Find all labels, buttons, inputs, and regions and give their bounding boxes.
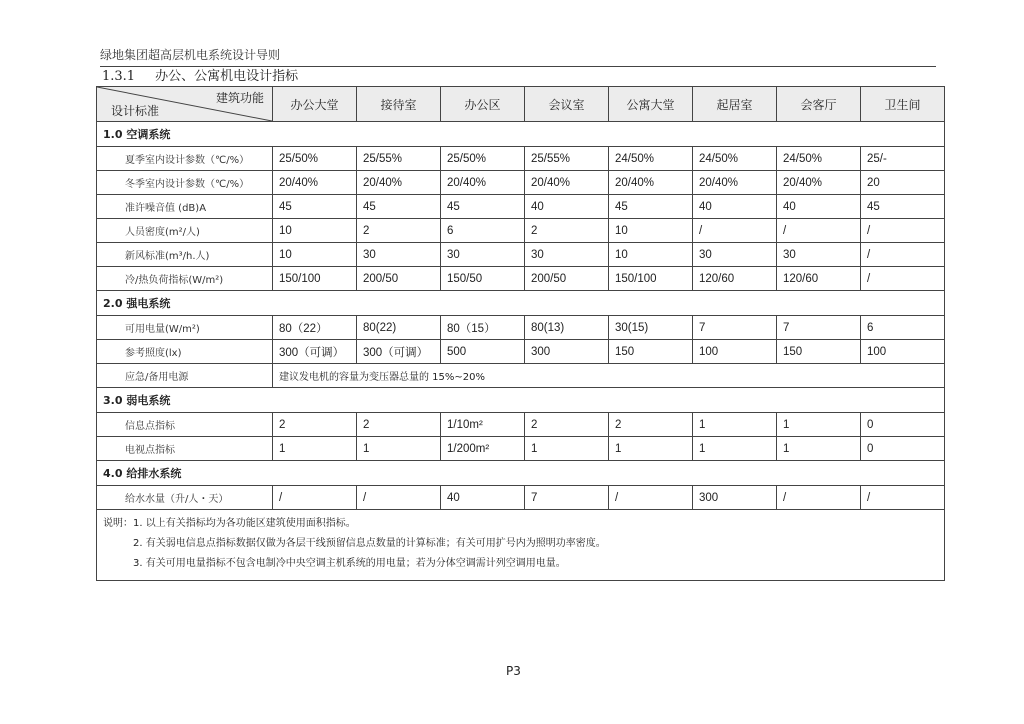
table-cell: 100 — [861, 340, 945, 364]
section-title-text: 办公、公寓机电设计指标 — [155, 69, 299, 84]
table-header-row — [97, 87, 945, 122]
table-cell: / — [777, 486, 861, 510]
table-cell: 25/55% — [525, 147, 609, 171]
table-cell: 20/40% — [609, 171, 693, 195]
section-heading: 3.0 弱电系统 — [97, 388, 945, 413]
table-cell: / — [609, 486, 693, 510]
parameter-label: 参考照度(lx) — [97, 340, 273, 364]
table-cell: 1 — [609, 437, 693, 461]
parameter-label: 夏季室内设计参数（℃/%） — [97, 147, 273, 171]
table-cell: 80(22) — [357, 316, 441, 340]
section-row — [97, 291, 945, 316]
table-cell: 1 — [693, 413, 777, 437]
table-cell: 30 — [441, 243, 525, 267]
column-header: 公寓大堂 — [609, 87, 693, 122]
table-cell: 1 — [525, 437, 609, 461]
table-cell: 6 — [861, 316, 945, 340]
table-row — [97, 316, 945, 340]
column-header: 办公区 — [441, 87, 525, 122]
table-cell: 20/40% — [777, 171, 861, 195]
table-row — [97, 267, 945, 291]
table-cell: 2 — [525, 219, 609, 243]
table-cell: 1/200m² — [441, 437, 525, 461]
parameter-label: 电视点指标 — [97, 437, 273, 461]
section-heading: 2.0 强电系统 — [97, 291, 945, 316]
table-cell: 6 — [441, 219, 525, 243]
table-cell: 30 — [693, 243, 777, 267]
table-cell: / — [861, 267, 945, 291]
table-cell: 25/50% — [441, 147, 525, 171]
table-cell: 200/50 — [525, 267, 609, 291]
parameter-label: 冬季室内设计参数（℃/%） — [97, 171, 273, 195]
table-cell: 30 — [357, 243, 441, 267]
document-header: 绿地集团超高层机电系统设计导则 — [100, 48, 281, 62]
table-cell: 10 — [273, 219, 357, 243]
table-cell: 300（可调） — [273, 340, 357, 364]
table-cell: 40 — [693, 195, 777, 219]
table-cell: 30(15) — [609, 316, 693, 340]
table-cell: 20/40% — [693, 171, 777, 195]
table-cell: 45 — [609, 195, 693, 219]
table-cell: 7 — [777, 316, 861, 340]
table-cell: 20/40% — [273, 171, 357, 195]
notes-cell — [97, 510, 945, 581]
table-row — [97, 486, 945, 510]
parameter-label: 冷/热负荷指标(W/m²) — [97, 267, 273, 291]
column-header: 接待室 — [357, 87, 441, 122]
table-cell: 200/50 — [357, 267, 441, 291]
table-row — [97, 171, 945, 195]
table-cell: / — [861, 243, 945, 267]
design-index-table — [96, 86, 945, 581]
note-line: 3. 有关可用电量指标不包含电制冷中央空调主机系统的用电量；若为分体空调需计列空调用电量。 — [133, 558, 566, 569]
section-number: 1.3.1 — [102, 69, 136, 84]
table-cell: 0 — [861, 413, 945, 437]
column-header: 办公大堂 — [273, 87, 357, 122]
table-row — [97, 243, 945, 267]
table-cell: 1 — [693, 437, 777, 461]
table-row — [97, 413, 945, 437]
table-cell: 150 — [777, 340, 861, 364]
table-cell: / — [693, 219, 777, 243]
table-cell: 500 — [441, 340, 525, 364]
parameter-label: 准许噪音值 (dB)A — [97, 195, 273, 219]
table-cell: 1 — [777, 413, 861, 437]
column-header: 卫生间 — [861, 87, 945, 122]
column-header: 起居室 — [693, 87, 777, 122]
table-cell: 30 — [525, 243, 609, 267]
note-line: 说明：1. 以上有关指标均为各功能区建筑使用面积指标。 — [103, 518, 356, 529]
parameter-label: 给水水量（升/人・天） — [97, 486, 273, 510]
table-cell: 2 — [609, 413, 693, 437]
table-cell: 45 — [441, 195, 525, 219]
table-row — [97, 147, 945, 171]
table-row — [97, 195, 945, 219]
table-cell: 40 — [441, 486, 525, 510]
table-cell: 150/100 — [609, 267, 693, 291]
table-cell: 300 — [525, 340, 609, 364]
table-corner-cell — [97, 87, 273, 122]
table-cell: 120/60 — [777, 267, 861, 291]
table-cell: 40 — [777, 195, 861, 219]
table-cell: 24/50% — [777, 147, 861, 171]
column-header: 会客厅 — [777, 87, 861, 122]
parameter-label: 可用电量(W/m²) — [97, 316, 273, 340]
table-cell: 2 — [357, 219, 441, 243]
table-cell: 24/50% — [693, 147, 777, 171]
table-cell: 25/50% — [273, 147, 357, 171]
table-cell: 120/60 — [693, 267, 777, 291]
table-row — [97, 437, 945, 461]
column-header: 会议室 — [525, 87, 609, 122]
table-cell: 20 — [861, 171, 945, 195]
section-row — [97, 388, 945, 413]
table-cell: 45 — [273, 195, 357, 219]
table-cell: 300（可调） — [357, 340, 441, 364]
table-cell: 10 — [609, 243, 693, 267]
parameter-label: 人员密度(m²/人) — [97, 219, 273, 243]
table-cell: 20/40% — [357, 171, 441, 195]
table-cell: 7 — [693, 316, 777, 340]
section-row — [97, 122, 945, 147]
table-row — [97, 340, 945, 364]
table-cell: 150 — [609, 340, 693, 364]
spanning-value: 建议发电机的容量为变压器总量的 15%~20% — [273, 364, 945, 388]
table-cell: 20/40% — [525, 171, 609, 195]
table-cell: 45 — [861, 195, 945, 219]
table-cell: 300 — [693, 486, 777, 510]
table-cell: / — [777, 219, 861, 243]
table-row — [97, 219, 945, 243]
table-cell: 2 — [525, 413, 609, 437]
table-cell: 80（15） — [441, 316, 525, 340]
table-cell: 1 — [273, 437, 357, 461]
table-cell: 7 — [525, 486, 609, 510]
section-row — [97, 461, 945, 486]
corner-label-standard: 设计标准 — [111, 104, 160, 118]
table-cell: 40 — [525, 195, 609, 219]
section-title — [102, 65, 298, 84]
table-row — [97, 364, 945, 388]
table-cell: / — [273, 486, 357, 510]
table-cell: 25/- — [861, 147, 945, 171]
table-cell: 2 — [273, 413, 357, 437]
table-cell: / — [357, 486, 441, 510]
table-cell: 0 — [861, 437, 945, 461]
table-cell: 80(13) — [525, 316, 609, 340]
section-heading: 4.0 给排水系统 — [97, 461, 945, 486]
parameter-label: 新风标准(m³/h.人) — [97, 243, 273, 267]
note-line: 2. 有关弱电信息点指标数据仅做为各层干线预留信息点数量的计算标准；有关可用扩号内为照明功率密度。 — [133, 538, 606, 549]
section-heading: 1.0 空调系统 — [97, 122, 945, 147]
parameter-label: 应急/备用电源 — [97, 364, 273, 388]
table-cell: 1/10m² — [441, 413, 525, 437]
table-cell: 2 — [357, 413, 441, 437]
table-cell: 80（22） — [273, 316, 357, 340]
table-cell: 100 — [693, 340, 777, 364]
table-cell: 45 — [357, 195, 441, 219]
table-cell: 1 — [777, 437, 861, 461]
table-cell: / — [861, 486, 945, 510]
table-cell: / — [861, 219, 945, 243]
table-cell: 150/50 — [441, 267, 525, 291]
parameter-label: 信息点指标 — [97, 413, 273, 437]
table-cell: 20/40% — [441, 171, 525, 195]
table-cell: 30 — [777, 243, 861, 267]
page-number: P3 — [506, 664, 521, 678]
table-cell: 25/55% — [357, 147, 441, 171]
corner-label-function: 建筑功能 — [215, 91, 264, 105]
table-cell: 1 — [357, 437, 441, 461]
table-cell: 150/100 — [273, 267, 357, 291]
table-cell: 24/50% — [609, 147, 693, 171]
notes-row — [97, 510, 945, 581]
table-cell: 10 — [609, 219, 693, 243]
table-cell: 10 — [273, 243, 357, 267]
